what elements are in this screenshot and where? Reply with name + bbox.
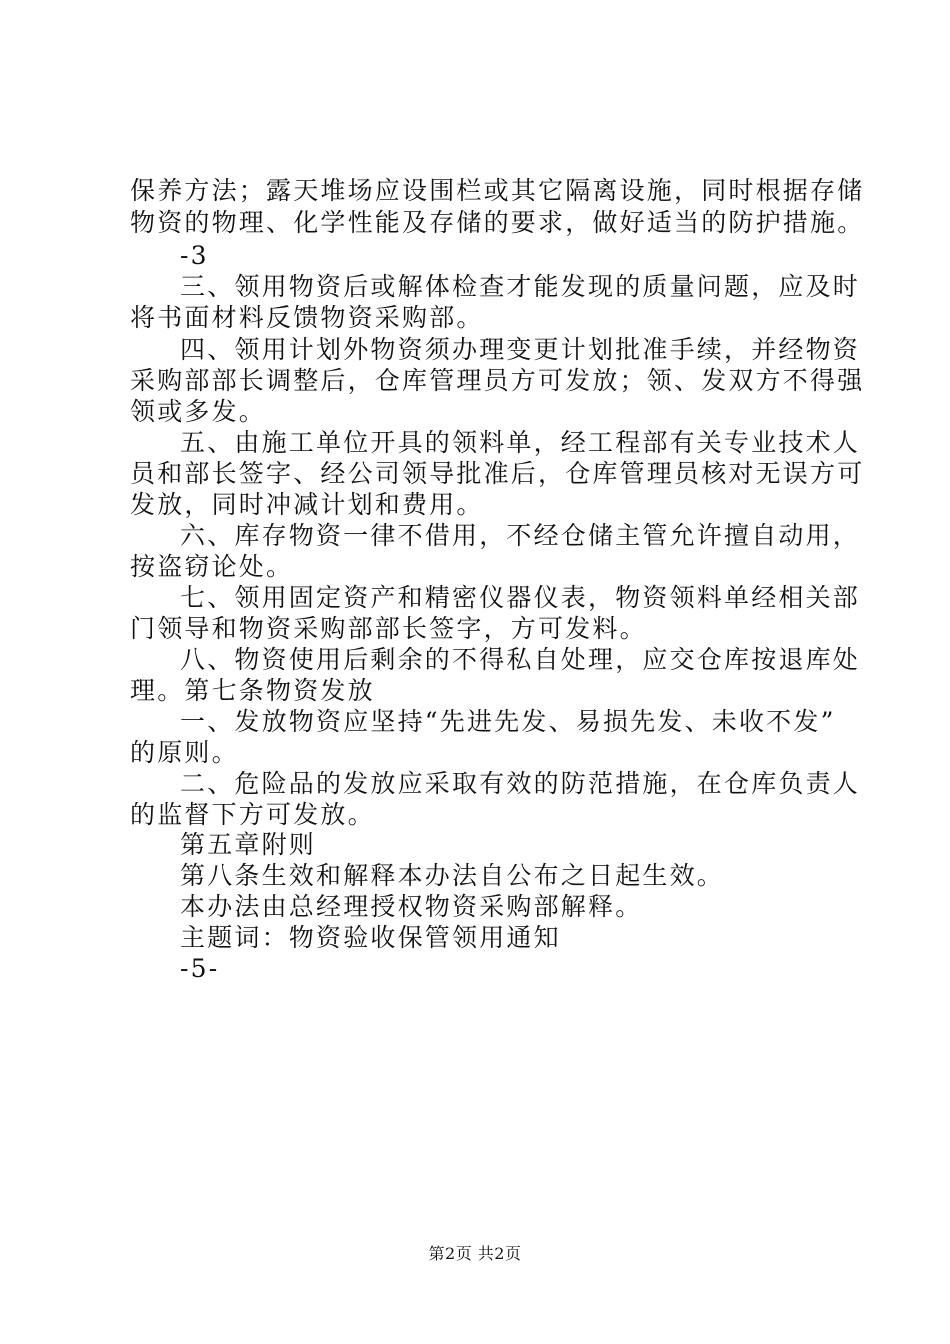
body-text-line: 二、危险品的发放应采取有效的防范措施，在仓库负责人 [180,769,861,798]
body-text-line: 理。第七条物资发放 [130,676,375,705]
page-number-marker: -3 [180,241,209,270]
body-text-line: 采购部部长调整后，仓库管理员方可发放；领、发双方不得强 [130,366,865,395]
body-text-line: 领或多发。 [130,397,267,426]
page-footer: 第2页 共2页 [428,1244,522,1263]
body-text-line: 七、领用固定资产和精密仪器仪表，物资领料单经相关部 [180,583,861,612]
body-text-line: 本办法由总经理授权物资采购部解释。 [180,892,643,921]
body-text-line: 的监督下方可发放。 [130,800,375,829]
body-text-line: 按盗窃论处。 [130,552,294,581]
body-text-line: 四、领用计划外物资须办理变更计划批准手续，并经物资 [180,335,861,364]
body-text-line: 保养方法；露天堆场应设围栏或其它隔离设施，同时根据存储 [130,176,865,205]
body-text-line: 一、发放物资应坚持“先进先发、易损先发、未收不发” [180,707,836,736]
body-text-line: 门领导和物资采购部部长签字，方可发料。 [130,614,647,643]
body-text-line: 发放，同时冲减计划和费用。 [130,490,484,519]
body-text-line: 五、由施工单位开具的领料单，经工程部有关专业技术人 [180,428,861,457]
subject-keywords-line: 主题词：物资验收保管领用通知 [180,923,561,952]
body-text-line: 员和部长签字、经公司领导批准后，仓库管理员核对无误方可 [130,459,865,488]
body-text-line: 六、库存物资一律不借用，不经仓储主管允许擅自动用， [180,521,861,550]
page-number-marker: -5- [180,954,220,983]
body-text-line: 将书面材料反馈物资采购部。 [130,303,484,332]
body-text-line: 第八条生效和解释本办法自公布之日起生效。 [180,861,725,890]
body-text-line: 八、物资使用后剩余的不得私自处理，应交仓库按退库处 [180,645,861,674]
body-text-line: 的原则。 [130,738,239,767]
body-text-line: 物资的物理、化学性能及存储的要求，做好适当的防护措施。 [130,208,865,237]
body-text-line: 三、领用物资后或解体检查才能发现的质量问题，应及时 [180,272,861,301]
chapter-heading: 第五章附则 [180,830,317,859]
